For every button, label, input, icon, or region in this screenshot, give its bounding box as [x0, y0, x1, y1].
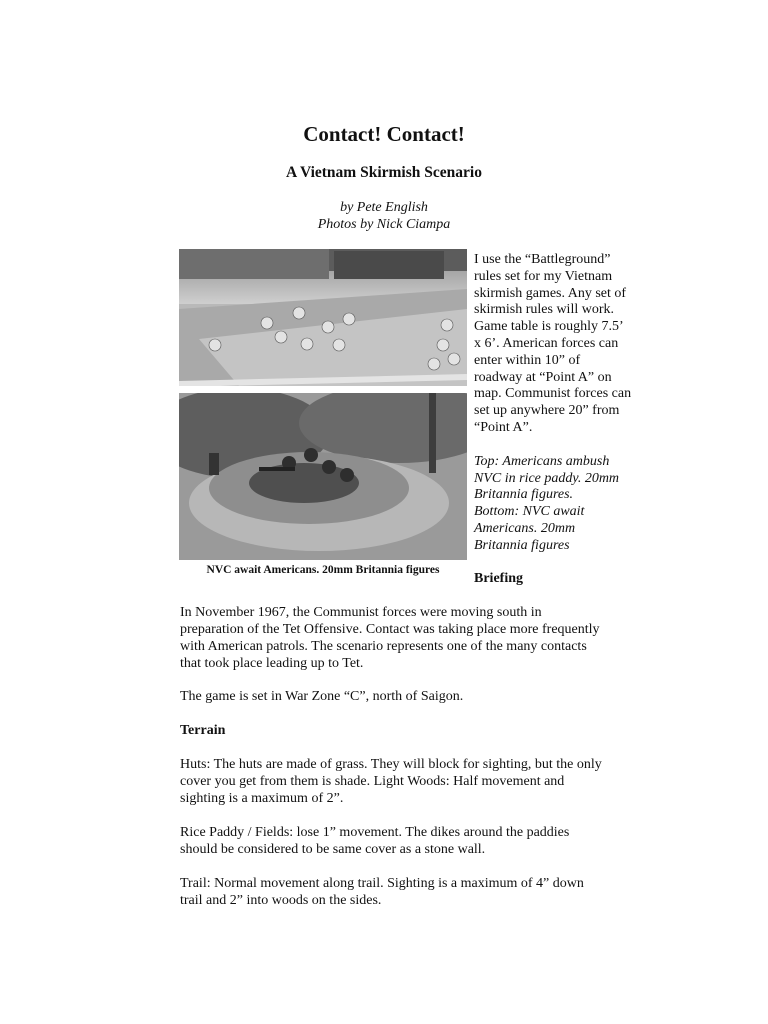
page-title: Contact! Contact! [303, 122, 465, 146]
intro-line: skirmish games. Any set of [474, 285, 627, 301]
huts-line: sighting is a maximum of 2”. [180, 791, 344, 806]
huts-line: cover you get from them is shade. Light Woods: Half movement and [180, 774, 565, 789]
huts-line: Huts: The huts are made of grass. They will block for sighting, but the only [180, 757, 602, 772]
intro-line: map. Communist forces can [474, 386, 632, 402]
setting-paragraph: The game is set in War Zone “C”, north of Saigon. [180, 689, 464, 704]
subtitle: A Vietnam Skirmish Scenario [286, 164, 482, 181]
intro-text [474, 252, 664, 555]
intro-line: x 6’. American forces can [474, 335, 619, 351]
photo-caption: NVC await Americans. 20mm Britannia figures [206, 564, 440, 576]
briefing-line: preparation of the Tet Offensive. Contact was taking place more frequently [180, 622, 600, 637]
trail-paragraph [180, 875, 660, 909]
caption-line: Britannia figures. [474, 487, 574, 503]
huts-paragraph [180, 756, 660, 807]
caption-line: NVC in rice paddy. 20mm [474, 470, 620, 486]
trail-line: trail and 2” into woods on the sides. [180, 893, 382, 908]
photo-americans-ambush [179, 249, 467, 386]
caption-line: Bottom: NVC await [474, 504, 585, 520]
author-byline: by Pete English [340, 200, 428, 215]
intro-line: Game table is roughly 7.5’ [474, 319, 624, 335]
intro-line: “Point A”. [474, 419, 533, 435]
terrain-heading: Terrain [180, 723, 226, 738]
photo-nvc-await [179, 393, 467, 560]
intro-line: roadway at “Point A” on [474, 369, 612, 385]
briefing-line: that took place leading up to Tet. [180, 656, 364, 671]
briefing-heading: Briefing [474, 571, 523, 586]
intro-line: I use the “Battleground” [474, 252, 611, 267]
photo-captions-italic [474, 454, 664, 555]
briefing-line: with American patrols. The scenario represents one of the many contacts [180, 639, 587, 654]
rice-line: Rice Paddy / Fields: lose 1” movement. The dikes around the paddies [180, 825, 570, 840]
caption-line: Britannia figures [474, 537, 570, 553]
caption-line: Americans. 20mm [474, 520, 576, 536]
caption-line: Top: Americans ambush [474, 453, 610, 469]
intro-line: rules set for my Vietnam [474, 268, 613, 284]
intro-line: set up anywhere 20” from [474, 403, 620, 419]
rice-paddy-paragraph [180, 824, 660, 858]
briefing-line: In November 1967, the Communist forces were moving south in [180, 605, 542, 620]
trail-line: Trail: Normal movement along trail. Sighting is a maximum of 4” down [180, 876, 584, 891]
rice-line: should be considered to be same cover as a stone wall. [180, 842, 486, 857]
photo-credit: Photos by Nick Ciampa [317, 217, 451, 232]
intro-line: skirmish rules will work. [474, 302, 614, 318]
intro-line: enter within 10” of [474, 352, 581, 368]
briefing-paragraph [180, 604, 660, 672]
